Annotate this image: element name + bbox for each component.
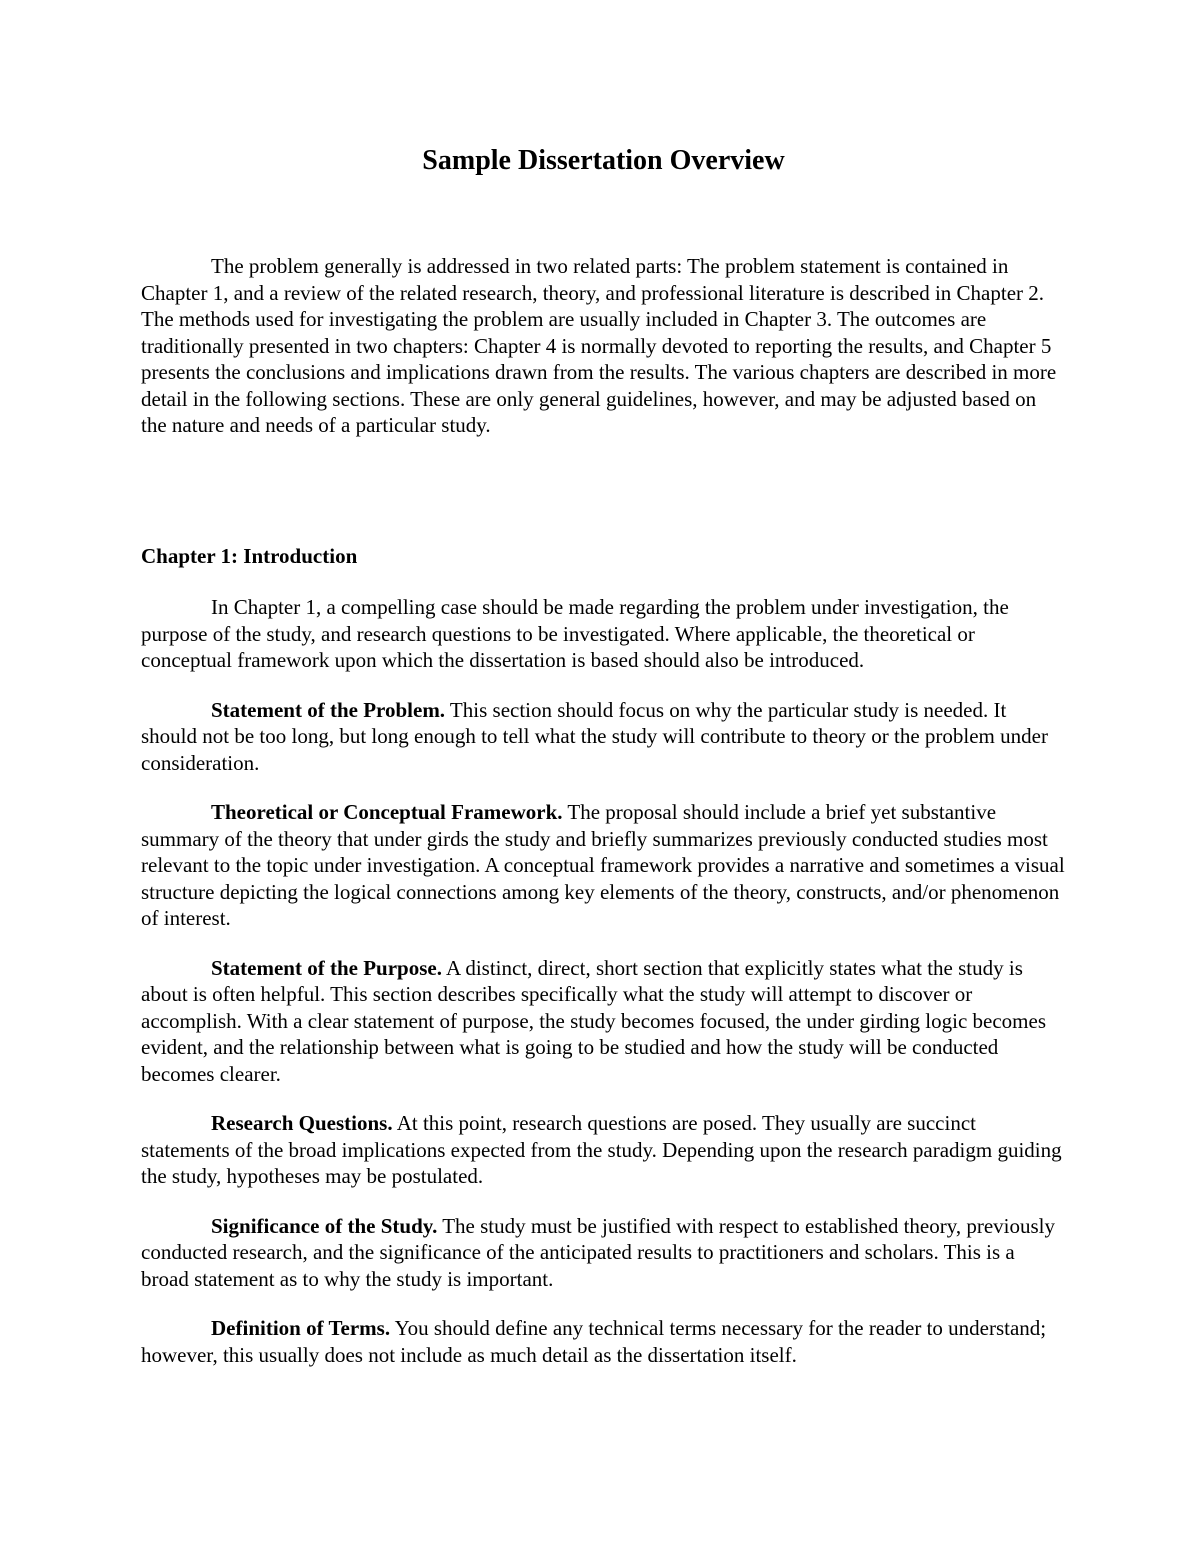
section-statement-of-problem — [141, 697, 1066, 777]
chapter-1-intro-paragraph: In Chapter 1, a compelling case should be made regarding the problem under investigation, the purpose of the study, and research questions to be investigated. Where applicable, the theoretical or conceptual framework upon which the dissertation is based should also be introduced. — [141, 595, 1009, 672]
section-significance — [141, 1213, 1066, 1293]
chapter-1-heading: Chapter 1: Introduction — [141, 544, 358, 568]
section-text: The proposal should include a brief yet substantive summary of the theory that under girds the study and briefly summarizes previously conducted studies most relevant to the topic under investigation. A conceptual framework provides a narrative and sometimes a visual structure depicting the logical connections among key elements of the theory, constructs, and/or phenomenon of interest. — [141, 800, 1065, 930]
section-text: This section should focus on why the particular study is needed. It should not be too long, but long enough to tell what the study will contribute to theory or the problem under consideration. — [141, 697, 1048, 775]
section-lead: Statement of the Problem. — [211, 697, 446, 722]
section-text: The study must be justified with respect to established theory, previously conducted research, and the significance of the anticipated results to practitioners and scholars. This is a broad statement as to why the study is important. — [141, 1213, 1056, 1291]
intro-paragraph: The problem generally is addressed in two related parts: The problem statement is contained in Chapter 1, and a review of the related research, theory, and professional literature is described in Chapter 2. The methods used for investigating the problem are usually included in Chapter 3. The outcomes are traditionally presented in two chapters: Chapter 4 is normally devoted to reporting the results, and Chapter 5 presents the conclusions and implications drawn from the results. The various chapters are described in more detail in the following sections. These are only general guidelines, however, and may be adjusted based on the nature and needs of a particular study. — [141, 254, 1057, 437]
section-theoretical-framework — [141, 799, 1066, 932]
section-definition-of-terms — [141, 1315, 1066, 1368]
section-text: A distinct, direct, short section that explicitly states what the study is about is often helpful. This section describes specifically what the study will attempt to discover or accomplish. With a clear statement of purpose, the study becomes focused, the under girding logic becomes evident, and the relationship between what is going to be studied and how the study will be conducted becomes clearer. — [141, 955, 1046, 1086]
section-text: You should define any technical terms necessary for the reader to understand; however, this usually does not include as much detail as the dissertation itself. — [141, 1316, 1047, 1367]
section-lead: Theoretical or Conceptual Framework. — [211, 800, 563, 824]
section-lead: Significance of the Study. — [211, 1213, 438, 1238]
section-lead: Statement of the Purpose. — [211, 955, 442, 980]
section-lead: Research Questions. — [211, 1111, 393, 1135]
chapter-1-body — [141, 594, 1066, 1391]
section-lead: Definition of Terms. — [211, 1316, 391, 1340]
document-title: Sample Dissertation Overview — [422, 145, 785, 176]
section-text: At this point, research questions are posed. They usually are succinct statements of the broad implications expected from the study. Depending upon the research paradigm guiding the study, hypotheses may be postulated. — [141, 1111, 1062, 1188]
section-statement-of-purpose — [141, 955, 1066, 1088]
section-research-questions — [141, 1110, 1066, 1190]
